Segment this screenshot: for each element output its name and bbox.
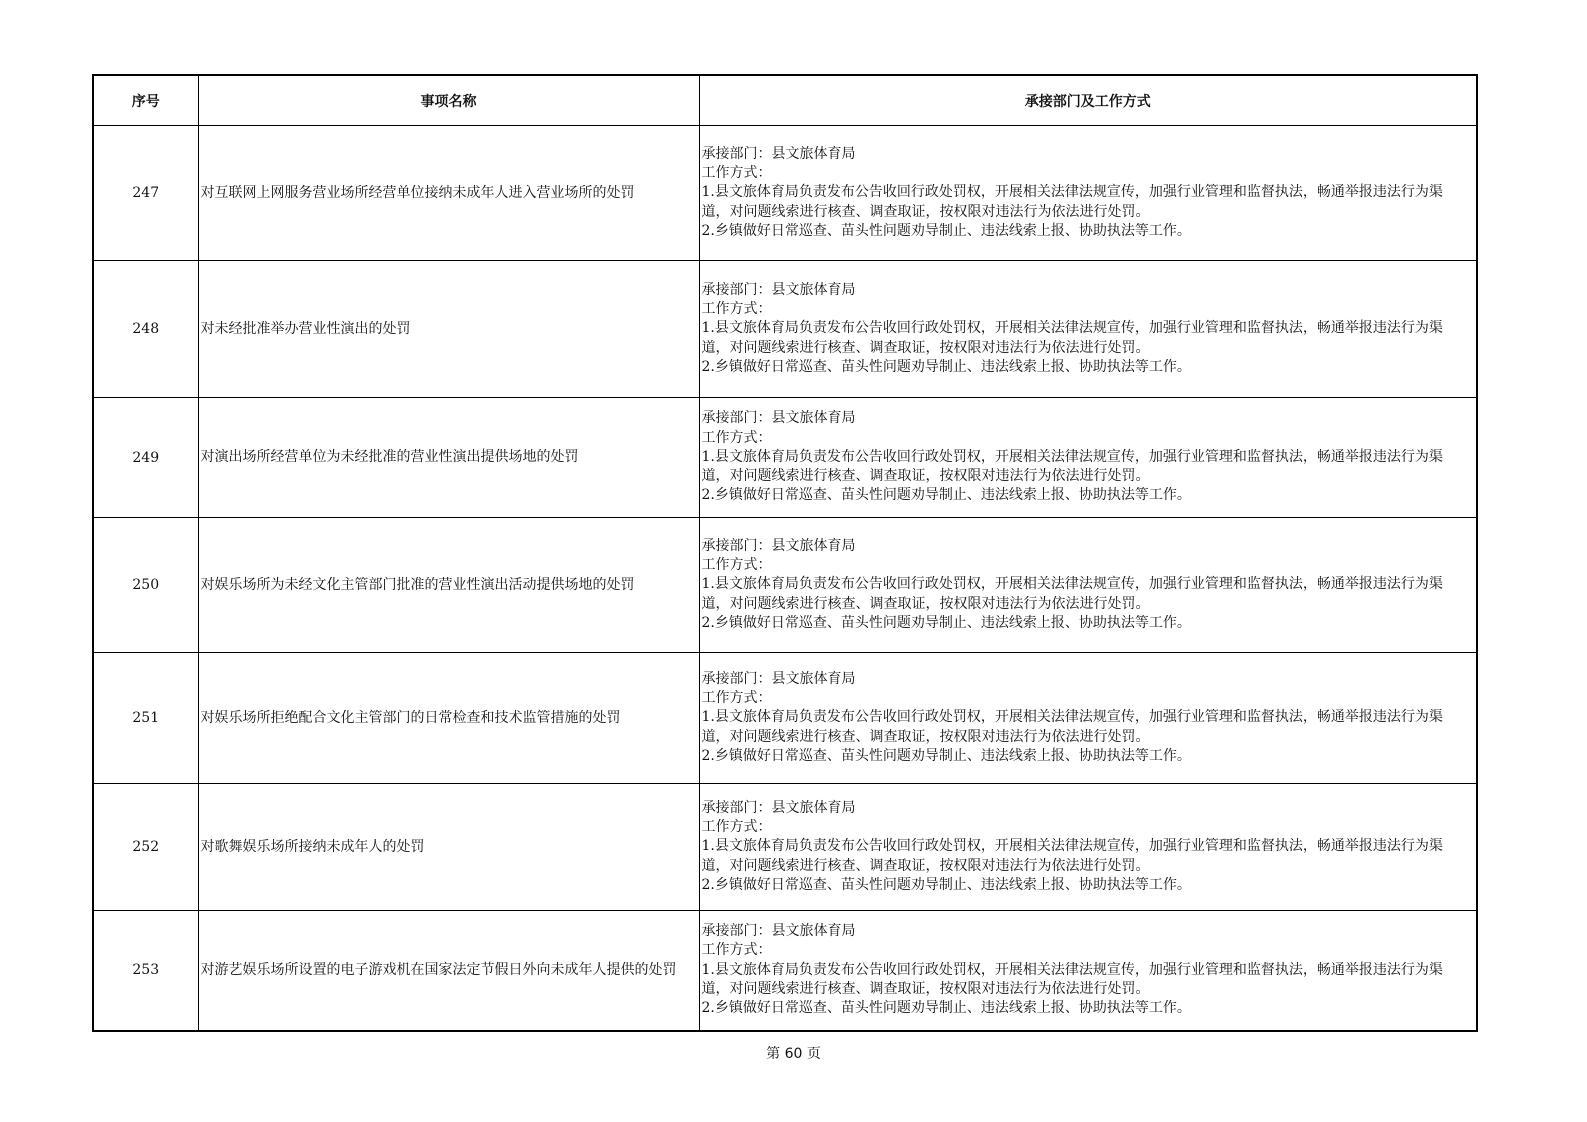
page-number: 第 60 页 xyxy=(766,1046,821,1062)
row-item-name: 对互联网上网服务营业场所经营单位接纳未成年人进入营业场所的处罚 xyxy=(198,126,699,261)
method-line: 2.乡镇做好日常巡查、苗头性问题劝导制止、违法线索上报、协助执法等工作。 xyxy=(701,487,1191,504)
row-serial-no: 252 xyxy=(93,784,198,911)
row-serial-no: 248 xyxy=(93,261,198,398)
method-line: 2.乡镇做好日常巡查、苗头性问题劝导制止、违法线索上报、协助执法等工作。 xyxy=(701,1000,1191,1017)
table-row xyxy=(93,261,1477,398)
method-line: 承接部门：县文旅体育局 xyxy=(701,799,856,816)
method-line: 1.县文旅体育局负责发布公告收回行政处罚权，开展相关法律法规宣传，加强行业管理和监督执法，畅通举报违法行为渠道，对问题线索进行核查、调查取证，按权限对违法行为依法进行处罚。 xyxy=(701,320,1443,356)
method-line: 1.县文旅体育局负责发布公告收回行政处罚权，开展相关法律法规宣传，加强行业管理和监督执法，畅通举报违法行为渠道，对问题线索进行核查、调查取证，按权限对违法行为依法进行处罚。 xyxy=(701,576,1443,612)
method-line: 承接部门：县文旅体育局 xyxy=(701,281,856,298)
table-row xyxy=(93,784,1477,911)
header-serial-no: 序号 xyxy=(93,75,198,126)
method-line: 2.乡镇做好日常巡查、苗头性问题劝导制止、违法线索上报、协助执法等工作。 xyxy=(701,747,1191,764)
table-row xyxy=(93,911,1477,1031)
table-row xyxy=(93,126,1477,261)
header-dept-method: 承接部门及工作方式 xyxy=(699,75,1477,126)
method-line: 2.乡镇做好日常巡查、苗头性问题劝导制止、违法线索上报、协助执法等工作。 xyxy=(701,614,1191,631)
table-row xyxy=(93,653,1477,784)
method-line: 工作方式： xyxy=(701,819,772,836)
row-serial-no: 247 xyxy=(93,126,198,261)
method-line: 承接部门：县文旅体育局 xyxy=(701,923,856,940)
row-item-name: 对歌舞娱乐场所接纳未成年人的处罚 xyxy=(198,784,699,911)
row-item-name: 对演出场所经营单位为未经批准的营业性演出提供场地的处罚 xyxy=(198,398,699,518)
row-dept-method xyxy=(699,784,1477,911)
method-line: 工作方式： xyxy=(701,557,772,574)
row-dept-method xyxy=(699,126,1477,261)
method-line: 1.县文旅体育局负责发布公告收回行政处罚权，开展相关法律法规宣传，加强行业管理和监督执法，畅通举报违法行为渠道，对问题线索进行核查、调查取证，按权限对违法行为依法进行处罚。 xyxy=(701,448,1443,485)
method-line: 1.县文旅体育局负责发布公告收回行政处罚权，开展相关法律法规宣传，加强行业管理和监督执法，畅通举报违法行为渠道，对问题线索进行核查、调查取证，按权限对违法行为依法进行处罚。 xyxy=(701,184,1443,220)
method-line: 1.县文旅体育局负责发布公告收回行政处罚权，开展相关法律法规宣传，加强行业管理和监督执法，畅通举报违法行为渠道，对问题线索进行核查、调查取证，按权限对违法行为依法进行处罚。 xyxy=(701,961,1443,997)
method-line: 承接部门：县文旅体育局 xyxy=(701,670,856,687)
table-row xyxy=(93,398,1477,518)
row-serial-no: 250 xyxy=(93,518,198,653)
method-line: 工作方式： xyxy=(701,690,772,707)
method-line: 承接部门：县文旅体育局 xyxy=(701,410,856,427)
row-dept-method xyxy=(699,653,1477,784)
row-dept-method xyxy=(699,261,1477,398)
method-line: 1.县文旅体育局负责发布公告收回行政处罚权，开展相关法律法规宣传，加强行业管理和监督执法，畅通举报违法行为渠道，对问题线索进行核查、调查取证，按权限对违法行为依法进行处罚。 xyxy=(701,709,1443,745)
row-serial-no: 249 xyxy=(93,398,198,518)
method-line: 2.乡镇做好日常巡查、苗头性问题劝导制止、违法线索上报、协助执法等工作。 xyxy=(701,358,1191,375)
row-dept-method xyxy=(699,911,1477,1031)
row-dept-method xyxy=(699,518,1477,653)
row-item-name: 对娱乐场所拒绝配合文化主管部门的日常检查和技术监管措施的处罚 xyxy=(198,653,699,784)
method-line: 工作方式： xyxy=(701,942,772,959)
items-table xyxy=(92,74,1478,1032)
method-line: 承接部门：县文旅体育局 xyxy=(701,537,856,554)
row-serial-no: 251 xyxy=(93,653,198,784)
method-line: 工作方式： xyxy=(701,165,772,182)
row-item-name: 对未经批准举办营业性演出的处罚 xyxy=(198,261,699,398)
method-line: 2.乡镇做好日常巡查、苗头性问题劝导制止、违法线索上报、协助执法等工作。 xyxy=(701,876,1191,893)
method-line: 工作方式： xyxy=(701,301,772,318)
row-serial-no: 253 xyxy=(93,911,198,1031)
table-header-row xyxy=(93,75,1477,126)
row-item-name: 对娱乐场所为未经文化主管部门批准的营业性演出活动提供场地的处罚 xyxy=(198,518,699,653)
row-item-name: 对游艺娱乐场所设置的电子游戏机在国家法定节假日外向未成年人提供的处罚 xyxy=(198,911,699,1031)
method-line: 承接部门：县文旅体育局 xyxy=(701,145,856,162)
table-row xyxy=(93,518,1477,653)
row-dept-method xyxy=(699,398,1477,518)
method-line: 1.县文旅体育局负责发布公告收回行政处罚权，开展相关法律法规宣传，加强行业管理和监督执法，畅通举报违法行为渠道，对问题线索进行核查、调查取证，按权限对违法行为依法进行处罚。 xyxy=(701,838,1443,874)
method-line: 2.乡镇做好日常巡查、苗头性问题劝导制止、违法线索上报、协助执法等工作。 xyxy=(701,222,1191,239)
method-line: 工作方式： xyxy=(701,429,772,446)
header-item-name: 事项名称 xyxy=(198,75,699,126)
